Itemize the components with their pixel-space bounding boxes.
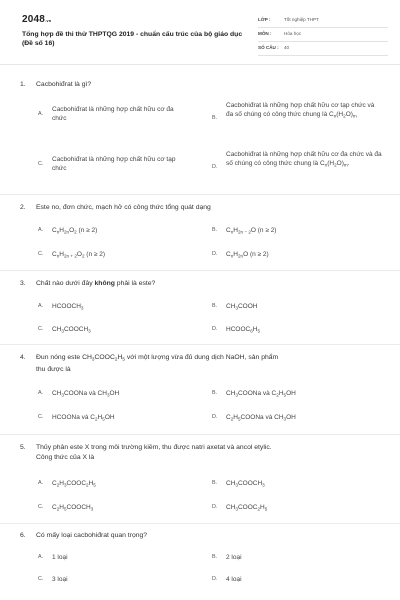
option-letter: C. xyxy=(38,504,44,510)
emphasis-text: không xyxy=(94,280,115,287)
question-3-text: 3. Chất nào dưới đây không phải là este? xyxy=(20,280,156,287)
option-letter: A. xyxy=(38,390,44,396)
option-text: $C_2H_5COOCH_3$ xyxy=(52,504,94,512)
option-text: 2 loại xyxy=(226,554,242,561)
option-text: $CH_3COOH$ xyxy=(226,303,258,311)
option-text: $C_nH_{2n}O_2$ (n ≥ 2) xyxy=(52,227,98,235)
question-2-text: 2. Este no, đơn chức, mạch hở có công thức tổng quát dạng xyxy=(20,204,211,211)
option-text: $C_nH_{2n - 2}O$ (n ≥ 2) xyxy=(226,227,277,235)
option-letter: D. xyxy=(212,504,218,510)
option-text: $CH_3COOCH_3$ xyxy=(52,326,91,334)
option-letter: D. xyxy=(212,576,218,582)
option-letter: B. xyxy=(212,115,218,121)
option-text: $C_nH_{2n + 2}O_2$ (n ≥ 2) xyxy=(52,251,106,259)
option-letter: B. xyxy=(212,227,218,233)
question-5-option-c[interactable] xyxy=(38,503,188,513)
option-letter: C. xyxy=(38,576,44,582)
meta-grade xyxy=(258,14,388,28)
question-2-option-b[interactable] xyxy=(212,226,372,236)
option-letter: C. xyxy=(38,161,44,167)
meta-grade-value: Tốt nghiệp THPT xyxy=(284,17,319,22)
option-letter: C. xyxy=(38,414,44,420)
option-text: $HCOOCH_3$ xyxy=(52,303,84,311)
question-4-option-a[interactable] xyxy=(38,389,188,399)
question-3-option-c[interactable] xyxy=(38,325,188,335)
question-2-option-d[interactable] xyxy=(212,250,372,260)
meta-count xyxy=(258,42,388,56)
option-letter: D. xyxy=(212,164,218,170)
question-4-option-b[interactable] xyxy=(212,389,372,399)
document-title: Tổng hợp đề thi thử THPTQG 2019 - chuẩn cấu trúc của bộ giáo dục (Đề số 16) xyxy=(22,31,243,47)
option-letter: D. xyxy=(212,326,218,332)
option-text: HCOONa và $C_2H_5OH$ xyxy=(52,414,115,422)
question-4-text: 4. Đun nóng este $CH_3COOC_2H_5$ với một lượng vừa đủ dung dịch NaOH, sản phẩm thu được là xyxy=(20,354,279,373)
question-5-option-b[interactable] xyxy=(212,479,372,489)
question-5-option-d[interactable] xyxy=(212,503,372,513)
option-text: $C_2H_3COOC_2H_5$ xyxy=(52,480,96,488)
question-3-option-d[interactable] xyxy=(212,325,372,335)
question-divider xyxy=(0,523,400,524)
question-4-option-d[interactable] xyxy=(212,413,372,423)
question-1-option-b[interactable] xyxy=(212,101,382,137)
question-6-option-d[interactable] xyxy=(212,575,372,585)
option-text: $CH_3COOC_2H_5$ xyxy=(226,504,268,512)
question-5-text: 5. Thủy phân este X trong môi trường kiềm, thu được natri axetat và ancol etylic. Công thức của X là xyxy=(20,444,272,461)
option-letter: A. xyxy=(38,303,44,309)
option-letter: A. xyxy=(38,480,44,486)
question-divider xyxy=(0,434,400,435)
option-text: $C_2H_5COONa$ và $CH_3OH$ xyxy=(226,414,296,422)
option-letter: B. xyxy=(212,303,218,309)
option-text: Cacbohiđrat là những hợp chất hữu cơ đa chức xyxy=(52,106,174,122)
option-letter: A. xyxy=(38,227,44,233)
option-text: Cacbohiđrat là những hợp chất hữu cơ đa chức và đa số chúng có công thức chung là $C_n(H_2O)_m$. xyxy=(226,151,382,168)
option-text: $CH_3COONa$ và $CH_3OH$ xyxy=(52,390,120,398)
option-letter: B. xyxy=(212,390,218,396)
meta-grade-label: LỚP : xyxy=(258,17,271,22)
header-divider xyxy=(0,64,400,65)
question-2-option-c[interactable] xyxy=(38,250,188,260)
option-letter: C. xyxy=(38,326,44,332)
meta-subject-value: Hóa học xyxy=(284,31,302,36)
question-divider xyxy=(0,344,400,345)
question-6-text: 6. Có mấy loại cacbohiđrat quan trọng? xyxy=(20,532,148,539)
meta-count-value: 40 xyxy=(284,45,290,50)
option-text: $CH_3COOCH_3$ xyxy=(226,480,265,488)
question-divider xyxy=(0,194,400,195)
meta-subject-label: MÔN : xyxy=(258,31,272,36)
question-6-option-c[interactable] xyxy=(38,575,188,585)
question-3-option-b[interactable] xyxy=(212,302,372,312)
option-letter: A. xyxy=(38,111,44,117)
question-6-option-a[interactable] xyxy=(38,553,188,563)
option-text: Cacbohiđrat là những hợp chất hữu cơ tạp chức và đa số chúng có công thức chung là $C_n(H_2O)_m$ xyxy=(226,102,375,119)
question-1-option-d[interactable] xyxy=(212,150,382,186)
question-2-option-a[interactable] xyxy=(38,226,188,236)
question-1-text: 1. Cacbohiđrat là gì? xyxy=(20,81,92,88)
option-text: 4 loại xyxy=(226,576,242,583)
option-text: Cacbohiđrat là những hợp chất hữu cơ tạp chức xyxy=(52,156,176,172)
option-letter: A. xyxy=(38,554,44,560)
option-letter: D. xyxy=(212,251,218,257)
option-letter: D. xyxy=(212,414,218,420)
question-6-option-b[interactable] xyxy=(212,553,372,563)
option-letter: B. xyxy=(212,554,218,560)
option-text: 1 loại xyxy=(52,554,68,561)
option-text: $HCOOC_6H_5$ xyxy=(226,326,261,334)
meta-subject xyxy=(258,28,388,42)
option-letter: C. xyxy=(38,251,44,257)
meta-count-label: SỐ CÂU : xyxy=(258,45,279,50)
site-logo[interactable]: 2048.vn xyxy=(22,14,52,25)
question-divider xyxy=(0,270,400,271)
question-3-option-a[interactable] xyxy=(38,302,188,312)
question-1-option-c[interactable] xyxy=(38,155,188,175)
option-text: 3 loại xyxy=(52,576,68,583)
option-text: $C_nH_{2n}O$ (n ≥ 2) xyxy=(226,251,269,259)
page-header xyxy=(0,0,400,64)
question-1-option-a[interactable] xyxy=(38,105,188,125)
question-5-option-a[interactable] xyxy=(38,479,188,489)
question-4-option-c[interactable] xyxy=(38,413,188,423)
option-letter: B. xyxy=(212,480,218,486)
option-text: $CH_3COONa$ và $C_2H_5OH$ xyxy=(226,390,296,398)
